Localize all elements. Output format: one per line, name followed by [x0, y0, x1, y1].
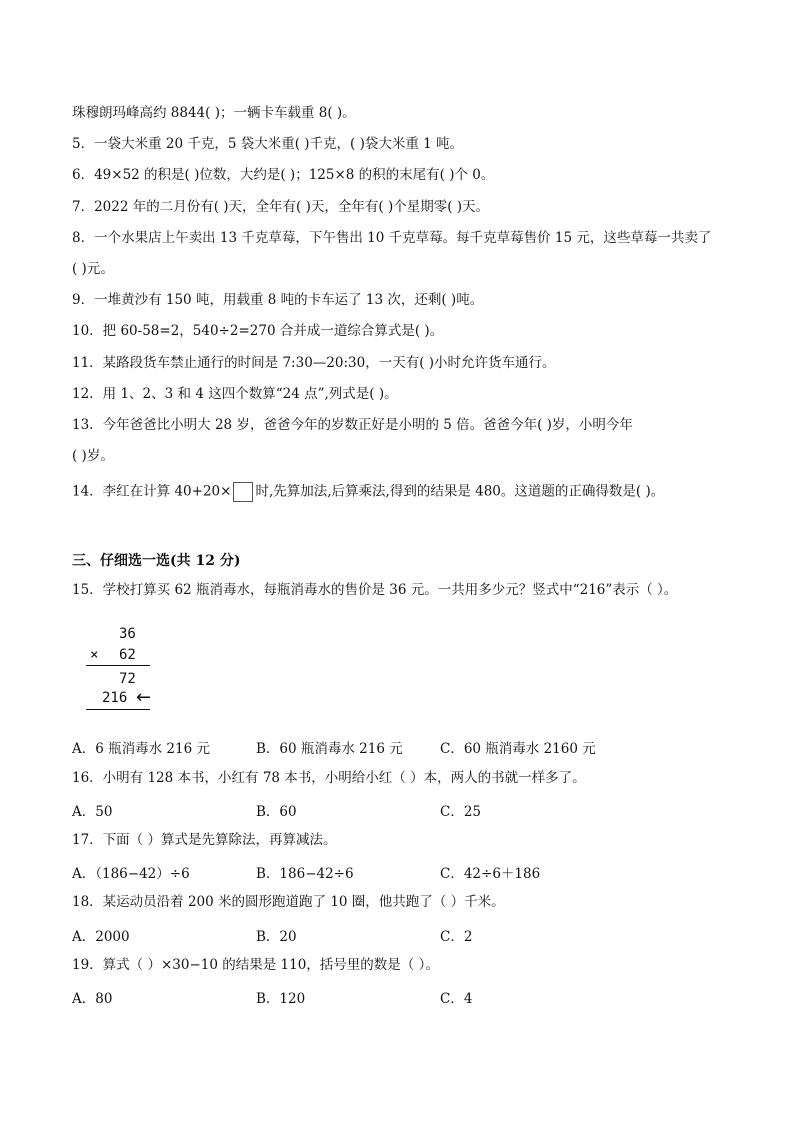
- q18-option-b[interactable]: B．20: [256, 929, 297, 945]
- section-3-heading: 三、仔细选一选(共 12 分): [72, 553, 241, 569]
- question-14-suffix: 时,先算加法,后算乘法,得到的结果是 480。这道题的正确得数是( )。: [255, 483, 665, 500]
- calc-multiplicand: 36: [119, 626, 136, 642]
- q16-option-b[interactable]: B．60: [256, 804, 297, 820]
- q17-option-c[interactable]: C．42÷6＋186: [440, 866, 541, 882]
- calc-partial-2: 216: [102, 690, 128, 706]
- q18-option-c[interactable]: C．2: [440, 929, 473, 945]
- q15-option-a[interactable]: A．6 瓶消毒水 216 元: [72, 741, 210, 757]
- vertical-multiplication: [86, 623, 166, 719]
- question-7: 7．2022 年的二月份有( )天，全年有( )天，全年有( )个星期零( )天。: [72, 199, 490, 215]
- question-12: 12．用 1、2、3 和 4 这四个数算“24 点”,列式是( )。: [72, 386, 398, 402]
- calc-multiplier: 62: [119, 647, 136, 663]
- q19-option-c[interactable]: C．4: [440, 991, 473, 1007]
- q4-continuation: 珠穆朗玛峰高约 8844( )；一辆卡车载重 8( )。: [72, 105, 356, 121]
- q17-option-b[interactable]: B．186−42÷6: [256, 866, 354, 882]
- question-19: 19．算式（ ）×30−10 的结果是 110，括号里的数是（ ）。: [72, 957, 439, 973]
- question-14: [72, 482, 664, 502]
- calc-rule-1: [86, 665, 150, 666]
- q15-option-c[interactable]: C．60 瓶消毒水 2160 元: [440, 741, 596, 757]
- question-6: 6．49×52 的积是( )位数，大约是( )；125×8 的积的末尾有( )个 0。: [72, 167, 495, 183]
- question-13-line1: 13．今年爸爸比小明大 28 岁，爸爸今年的岁数正好是小明的 5 倍。爸爸今年( )岁，小明今年: [72, 417, 633, 433]
- arrow-left-icon: ←: [136, 687, 152, 708]
- q15-option-b[interactable]: B．60 瓶消毒水 216 元: [256, 741, 403, 757]
- answer-box: [233, 482, 253, 502]
- q16-option-c[interactable]: C．25: [440, 804, 482, 820]
- q19-option-a[interactable]: A．80: [72, 991, 113, 1007]
- calc-rule-2: [86, 709, 150, 710]
- question-5: 5．一袋大米重 20 千克，5 袋大米重( )千克，( )袋大米重 1 吨。: [72, 136, 464, 152]
- question-15: 15．学校打算买 62 瓶消毒水，每瓶消毒水的售价是 36 元。一共用多少元？竖式中“216”表示（ ）。: [72, 582, 678, 598]
- question-14-prefix: 14．李红在计算 40+20×: [72, 483, 232, 500]
- question-11: 11．某路段货车禁止通行的时间是 7:30—20:30，一天有( )小时允许货车通行。: [72, 355, 556, 371]
- q19-option-b[interactable]: B．120: [256, 991, 306, 1007]
- question-10: 10．把 60-58=2，540÷2=270 合并成一道综合算式是( )。: [72, 323, 444, 339]
- question-9: 9．一堆黄沙有 150 吨，用载重 8 吨的卡车运了 13 次，还剩( )吨。: [72, 292, 484, 308]
- calc-operator: ×: [90, 647, 99, 663]
- question-8-line2: ( )元。: [72, 261, 114, 277]
- question-17: 17．下面（ ）算式是先算除法，再算减法。: [72, 832, 337, 848]
- q16-option-a[interactable]: A．50: [72, 804, 113, 820]
- q18-option-a[interactable]: A．2000: [72, 929, 130, 945]
- calc-partial-1: 72: [119, 671, 136, 687]
- question-8-line1: 8．一个水果店上午卖出 13 千克草莓，下午售出 10 千克草莓。每千克草莓售价 15 元，这些草莓一共卖了: [72, 230, 712, 246]
- question-13-line2: ( )岁。: [72, 448, 114, 464]
- q17-option-a[interactable]: A．（186−42）÷6: [72, 866, 190, 882]
- question-16: 16．小明有 128 本书，小红有 78 本书，小明给小红（ ）本，两人的书就一样多了。: [72, 770, 586, 786]
- question-18: 18．某运动员沿着 200 米的圆形跑道跑了 10 圈，他共跑了（ ）千米。: [72, 894, 505, 910]
